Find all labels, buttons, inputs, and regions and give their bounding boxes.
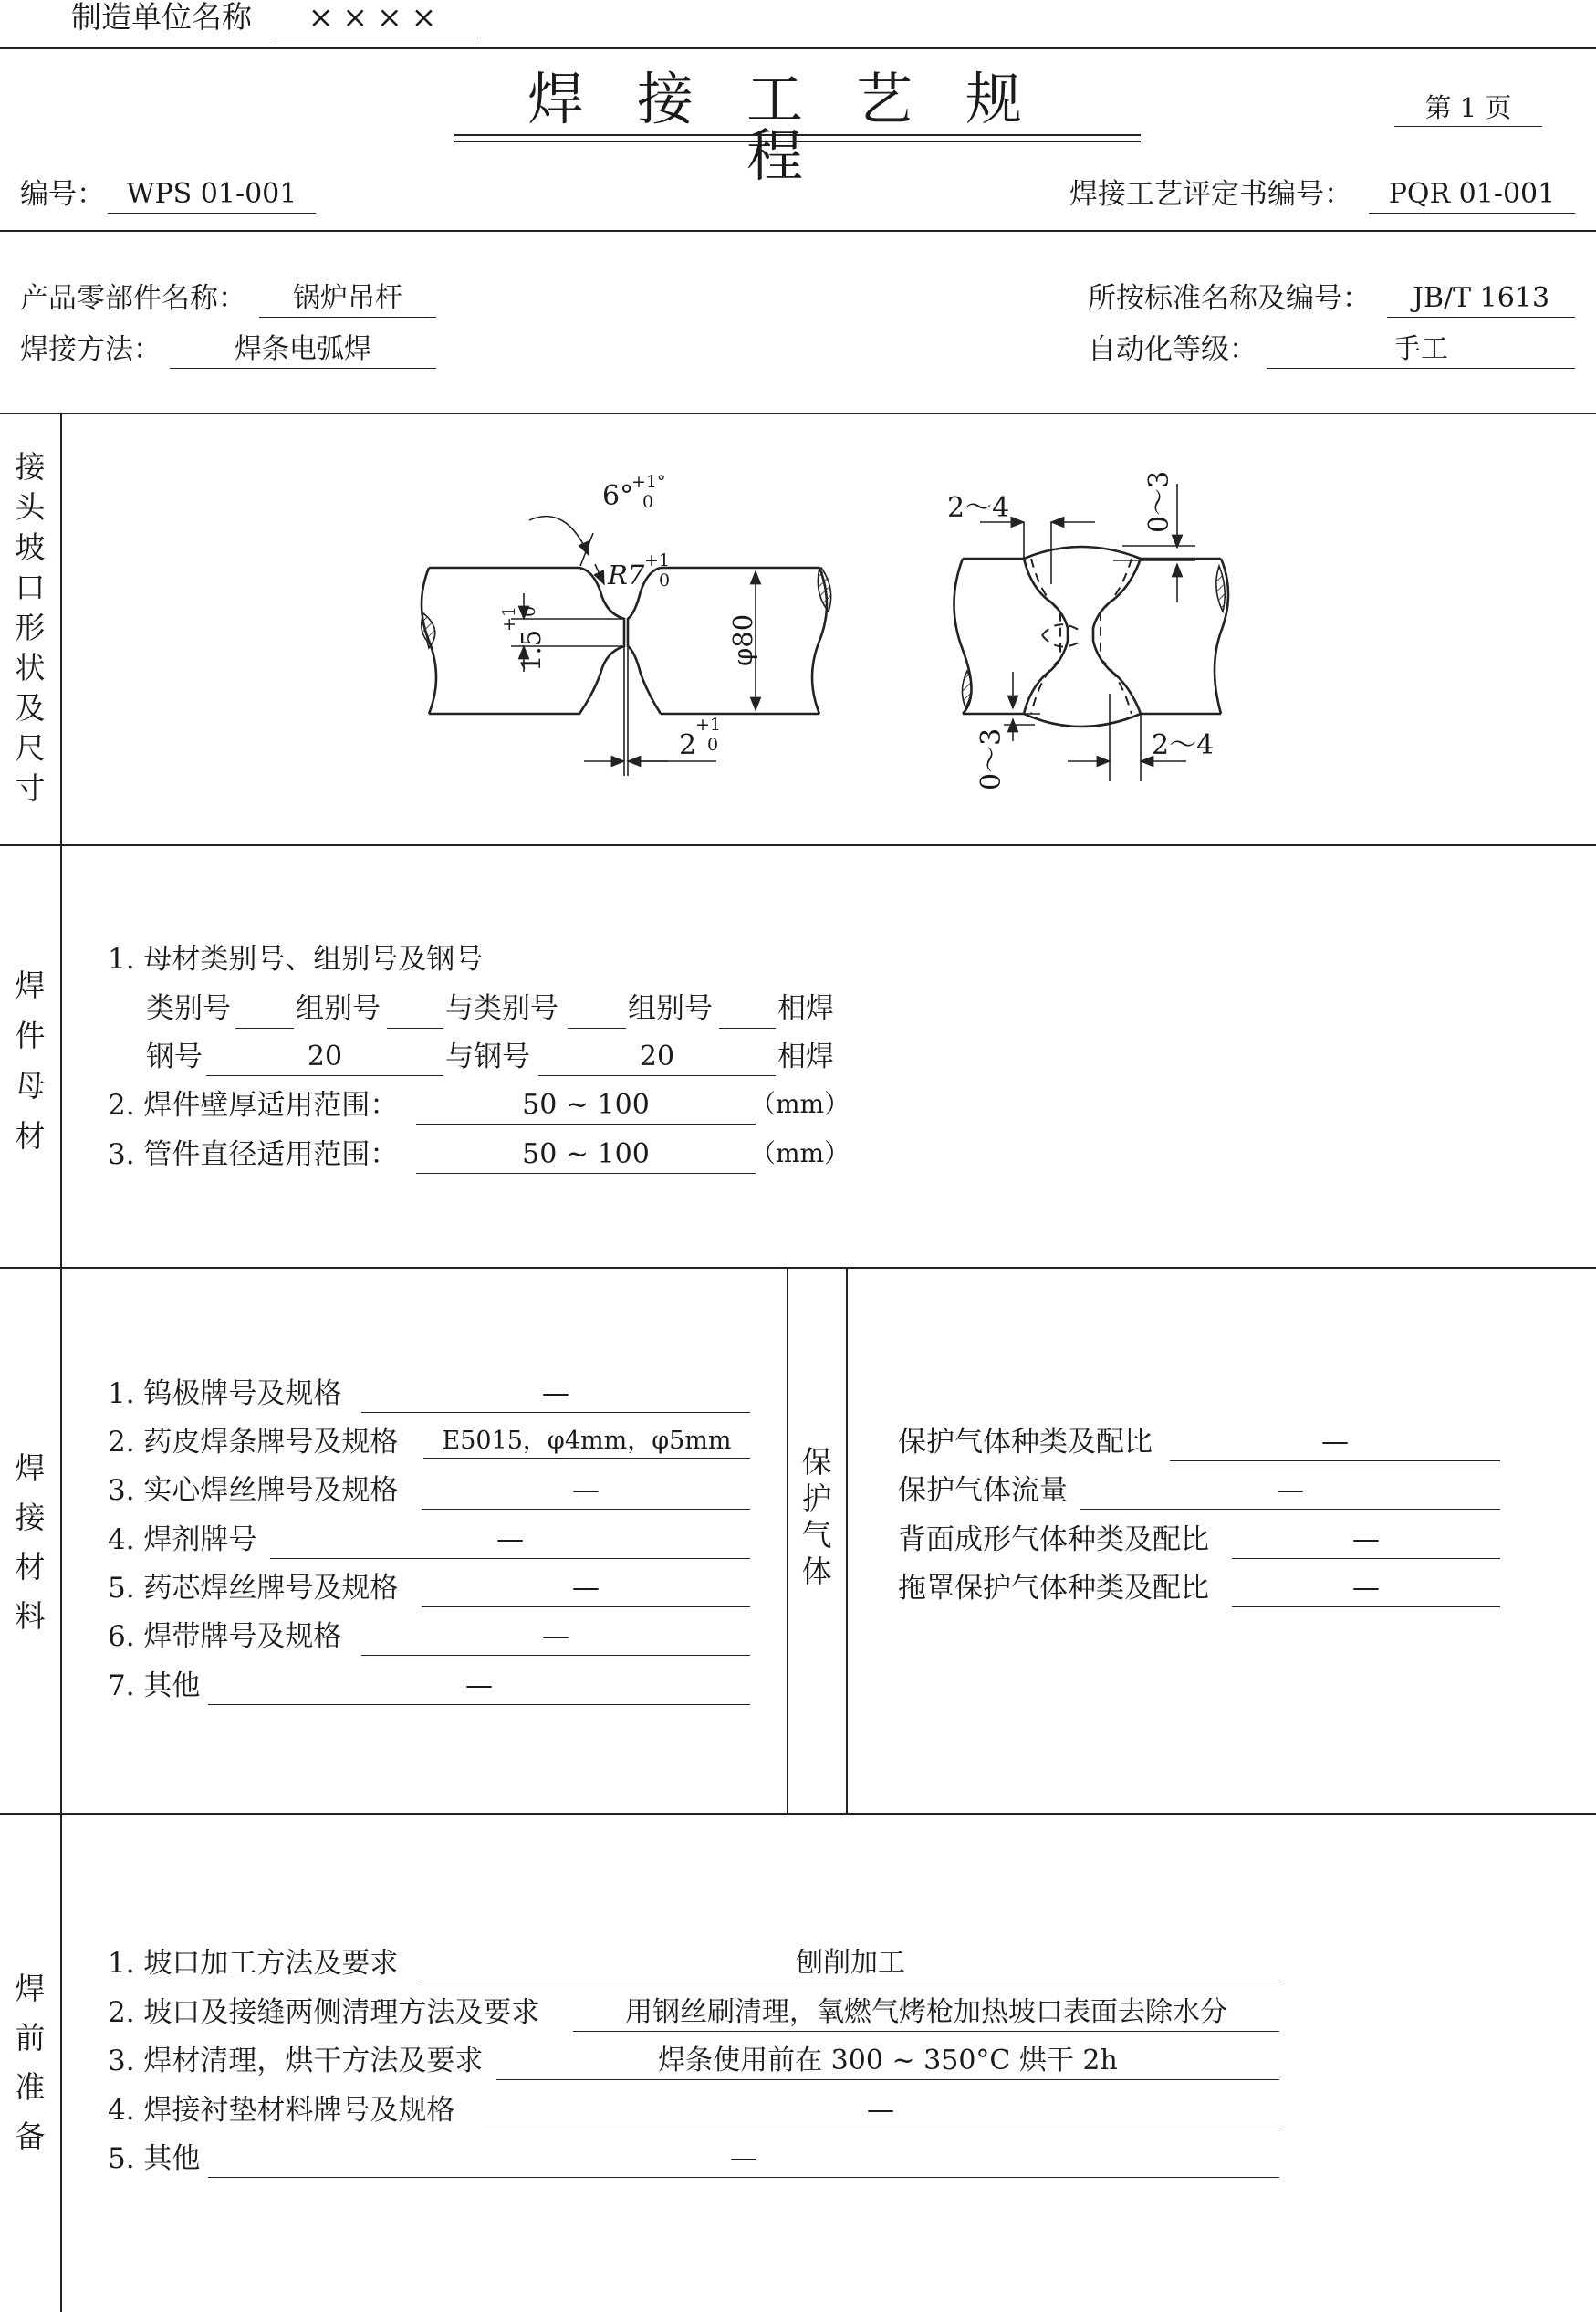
page-number: 第 1 页 xyxy=(1394,95,1542,127)
consumable-7-value: — xyxy=(208,1672,750,1705)
steel-grade-2: 20 xyxy=(538,1043,776,1076)
groove-angle-label: 6° xyxy=(602,480,634,512)
wall-thickness-label: 2. 焊件壁厚适用范围： xyxy=(108,1089,399,1122)
title-underline-2 xyxy=(454,141,1141,142)
groove-radius-label: R7 xyxy=(608,560,645,591)
reinforcement-bottom-label: 0～3 xyxy=(975,727,1007,790)
section-label-joint: 接 头 坡 口 形 状 及 尺 寸 xyxy=(15,449,46,806)
prep-3-label: 3. 焊材清理，烘干方法及要求 xyxy=(108,2045,484,2077)
with-steel-label: 与钢号 xyxy=(445,1041,530,1073)
gas-3-label: 背面成形气体种类及配比 xyxy=(898,1523,1209,1556)
category-label: 类别号 xyxy=(146,992,231,1025)
consumable-7-label: 7. 其他 xyxy=(108,1669,201,1702)
automation-value: 手工 xyxy=(1267,336,1575,369)
ids-rule xyxy=(0,230,1596,232)
root-land-tol-up: +1 xyxy=(499,605,519,632)
consumable-6-value: — xyxy=(361,1623,750,1656)
prep-1-value: 刨削加工 xyxy=(422,1950,1279,1982)
right-joint-figure xyxy=(954,547,1229,727)
groove-angle-tol-down: 0 xyxy=(642,492,654,512)
groove-radius-tol-up: +1 xyxy=(644,550,671,570)
pqr-label: 焊接工艺评定书编号： xyxy=(1069,178,1352,211)
gas-column-left xyxy=(787,1267,788,1813)
prep-5-label: 5. 其他 xyxy=(108,2142,201,2175)
root-gap-tol-down: 0 xyxy=(707,735,719,755)
gas-3-value: — xyxy=(1232,1526,1500,1559)
steel-label: 钢号 xyxy=(146,1041,203,1073)
reinforcement-top-label: 0～3 xyxy=(1143,470,1175,533)
consumable-4-label: 4. 焊剂牌号 xyxy=(108,1523,257,1556)
group-2-label: 组别号 xyxy=(628,992,713,1025)
consumable-5-label: 5. 药芯焊丝牌号及规格 xyxy=(108,1572,399,1605)
consumable-5-value: — xyxy=(422,1574,750,1607)
pipe-diameter-unit: （mm） xyxy=(750,1138,850,1168)
weld-together-label-2: 相焊 xyxy=(777,1041,834,1073)
gas-column-right xyxy=(846,1267,848,1813)
section-label-shielding-gas: 保 护 气 体 xyxy=(801,1444,832,1589)
root-gap-label: 2 xyxy=(679,729,697,761)
prep-5-value: — xyxy=(208,2145,1279,2178)
wps-label: 编号： xyxy=(20,178,105,211)
section-label-consumables: 焊 接 材 料 xyxy=(15,1450,46,1634)
manufacturer-label: 制造单位名称 xyxy=(71,0,252,35)
consumable-1-value: — xyxy=(361,1380,750,1413)
part-name-value: 锅炉吊杆 xyxy=(259,285,436,318)
base-metal-item-1: 1. 母材类别号、组别号及钢号 xyxy=(108,943,484,976)
category-2-field xyxy=(568,995,626,1029)
table-top-rule xyxy=(0,413,1596,414)
title-underline-1 xyxy=(454,134,1141,136)
consumable-2-label: 2. 药皮焊条牌号及规格 xyxy=(108,1426,399,1459)
manufacturer-value: ×××× xyxy=(276,2,478,37)
gas-2-value: — xyxy=(1080,1477,1500,1510)
group-2-field xyxy=(719,995,776,1029)
standard-label: 所按标准名称及编号： xyxy=(1088,282,1371,315)
table-label-column xyxy=(60,413,62,2312)
root-land-label: 1.5 xyxy=(516,629,547,672)
prep-2-label: 2. 坡口及接缝两侧清理方法及要求 xyxy=(108,1996,540,2029)
pqr-number: PQR 01-001 xyxy=(1369,181,1575,214)
pipe-diameter-range: 50 ~ 100 xyxy=(416,1141,756,1174)
automation-label: 自动化等级： xyxy=(1088,333,1257,366)
page-title: 焊接工艺规程 xyxy=(527,66,1075,189)
with-category-label: 与类别号 xyxy=(445,992,558,1025)
prep-4-value: — xyxy=(482,2097,1279,2129)
section-label-preparation: 焊 前 准 备 xyxy=(15,1971,46,2154)
groove-angle-tol-up: +1° xyxy=(631,472,666,492)
gas-1-value: — xyxy=(1170,1428,1500,1461)
wps-number: WPS 01-001 xyxy=(108,181,316,214)
gas-1-label: 保护气体种类及配比 xyxy=(898,1426,1153,1459)
method-label: 焊接方法： xyxy=(20,333,162,366)
weld-width-bottom-label: 2～4 xyxy=(1152,729,1215,761)
joint-groove-drawing xyxy=(402,456,1259,803)
method-value: 焊条电弧焊 xyxy=(170,336,436,369)
weld-width-top-label: 2～4 xyxy=(947,492,1010,524)
wall-thickness-unit: （mm） xyxy=(750,1089,850,1119)
weld-together-label: 相焊 xyxy=(777,992,834,1025)
bar-diameter-label: φ80 xyxy=(727,613,758,666)
prep-2-value: 用钢丝刷清理，氧燃气烤枪加热坡口表面去除水分 xyxy=(573,1999,1279,2032)
top-rule xyxy=(0,47,1596,49)
consumable-1-label: 1. 钨极牌号及规格 xyxy=(108,1377,342,1410)
group-field xyxy=(387,995,443,1029)
groove-radius-tol-down: 0 xyxy=(659,570,671,591)
part-name-label: 产品零部件名称： xyxy=(20,282,246,315)
section-label-base-metal: 焊 件 母 材 xyxy=(15,968,46,1154)
gas-2-label: 保护气体流量 xyxy=(898,1474,1068,1507)
consumables-bottom-rule xyxy=(0,1813,1596,1815)
gas-4-label: 拖罩保护气体种类及配比 xyxy=(898,1572,1209,1605)
prep-3-value: 焊条使用前在 300 ~ 350°C 烘干 2h xyxy=(496,2047,1279,2080)
category-field xyxy=(235,995,294,1029)
wall-thickness-range: 50 ~ 100 xyxy=(416,1092,756,1125)
steel-grade: 20 xyxy=(206,1043,443,1076)
consumable-2-value: E5015，φ4mm，φ5mm xyxy=(423,1428,750,1459)
pipe-diameter-label: 3. 管件直径适用范围： xyxy=(108,1138,399,1171)
consumable-4-value: — xyxy=(270,1526,750,1559)
joint-bottom-rule xyxy=(0,844,1596,846)
gas-4-value: — xyxy=(1232,1574,1500,1607)
base-bottom-rule xyxy=(0,1267,1596,1269)
standard-value: JB/T 1613 xyxy=(1387,285,1575,318)
root-land-tol-down: 0 xyxy=(519,605,539,617)
prep-4-label: 4. 焊接衬垫材料牌号及规格 xyxy=(108,2094,455,2127)
group-label: 组别号 xyxy=(296,992,381,1025)
root-gap-tol-up: +1 xyxy=(695,715,722,735)
consumable-6-label: 6. 焊带牌号及规格 xyxy=(108,1620,342,1653)
prep-1-label: 1. 坡口加工方法及要求 xyxy=(108,1947,399,1980)
consumable-3-label: 3. 实心焊丝牌号及规格 xyxy=(108,1474,399,1507)
consumable-3-value: — xyxy=(422,1477,750,1510)
